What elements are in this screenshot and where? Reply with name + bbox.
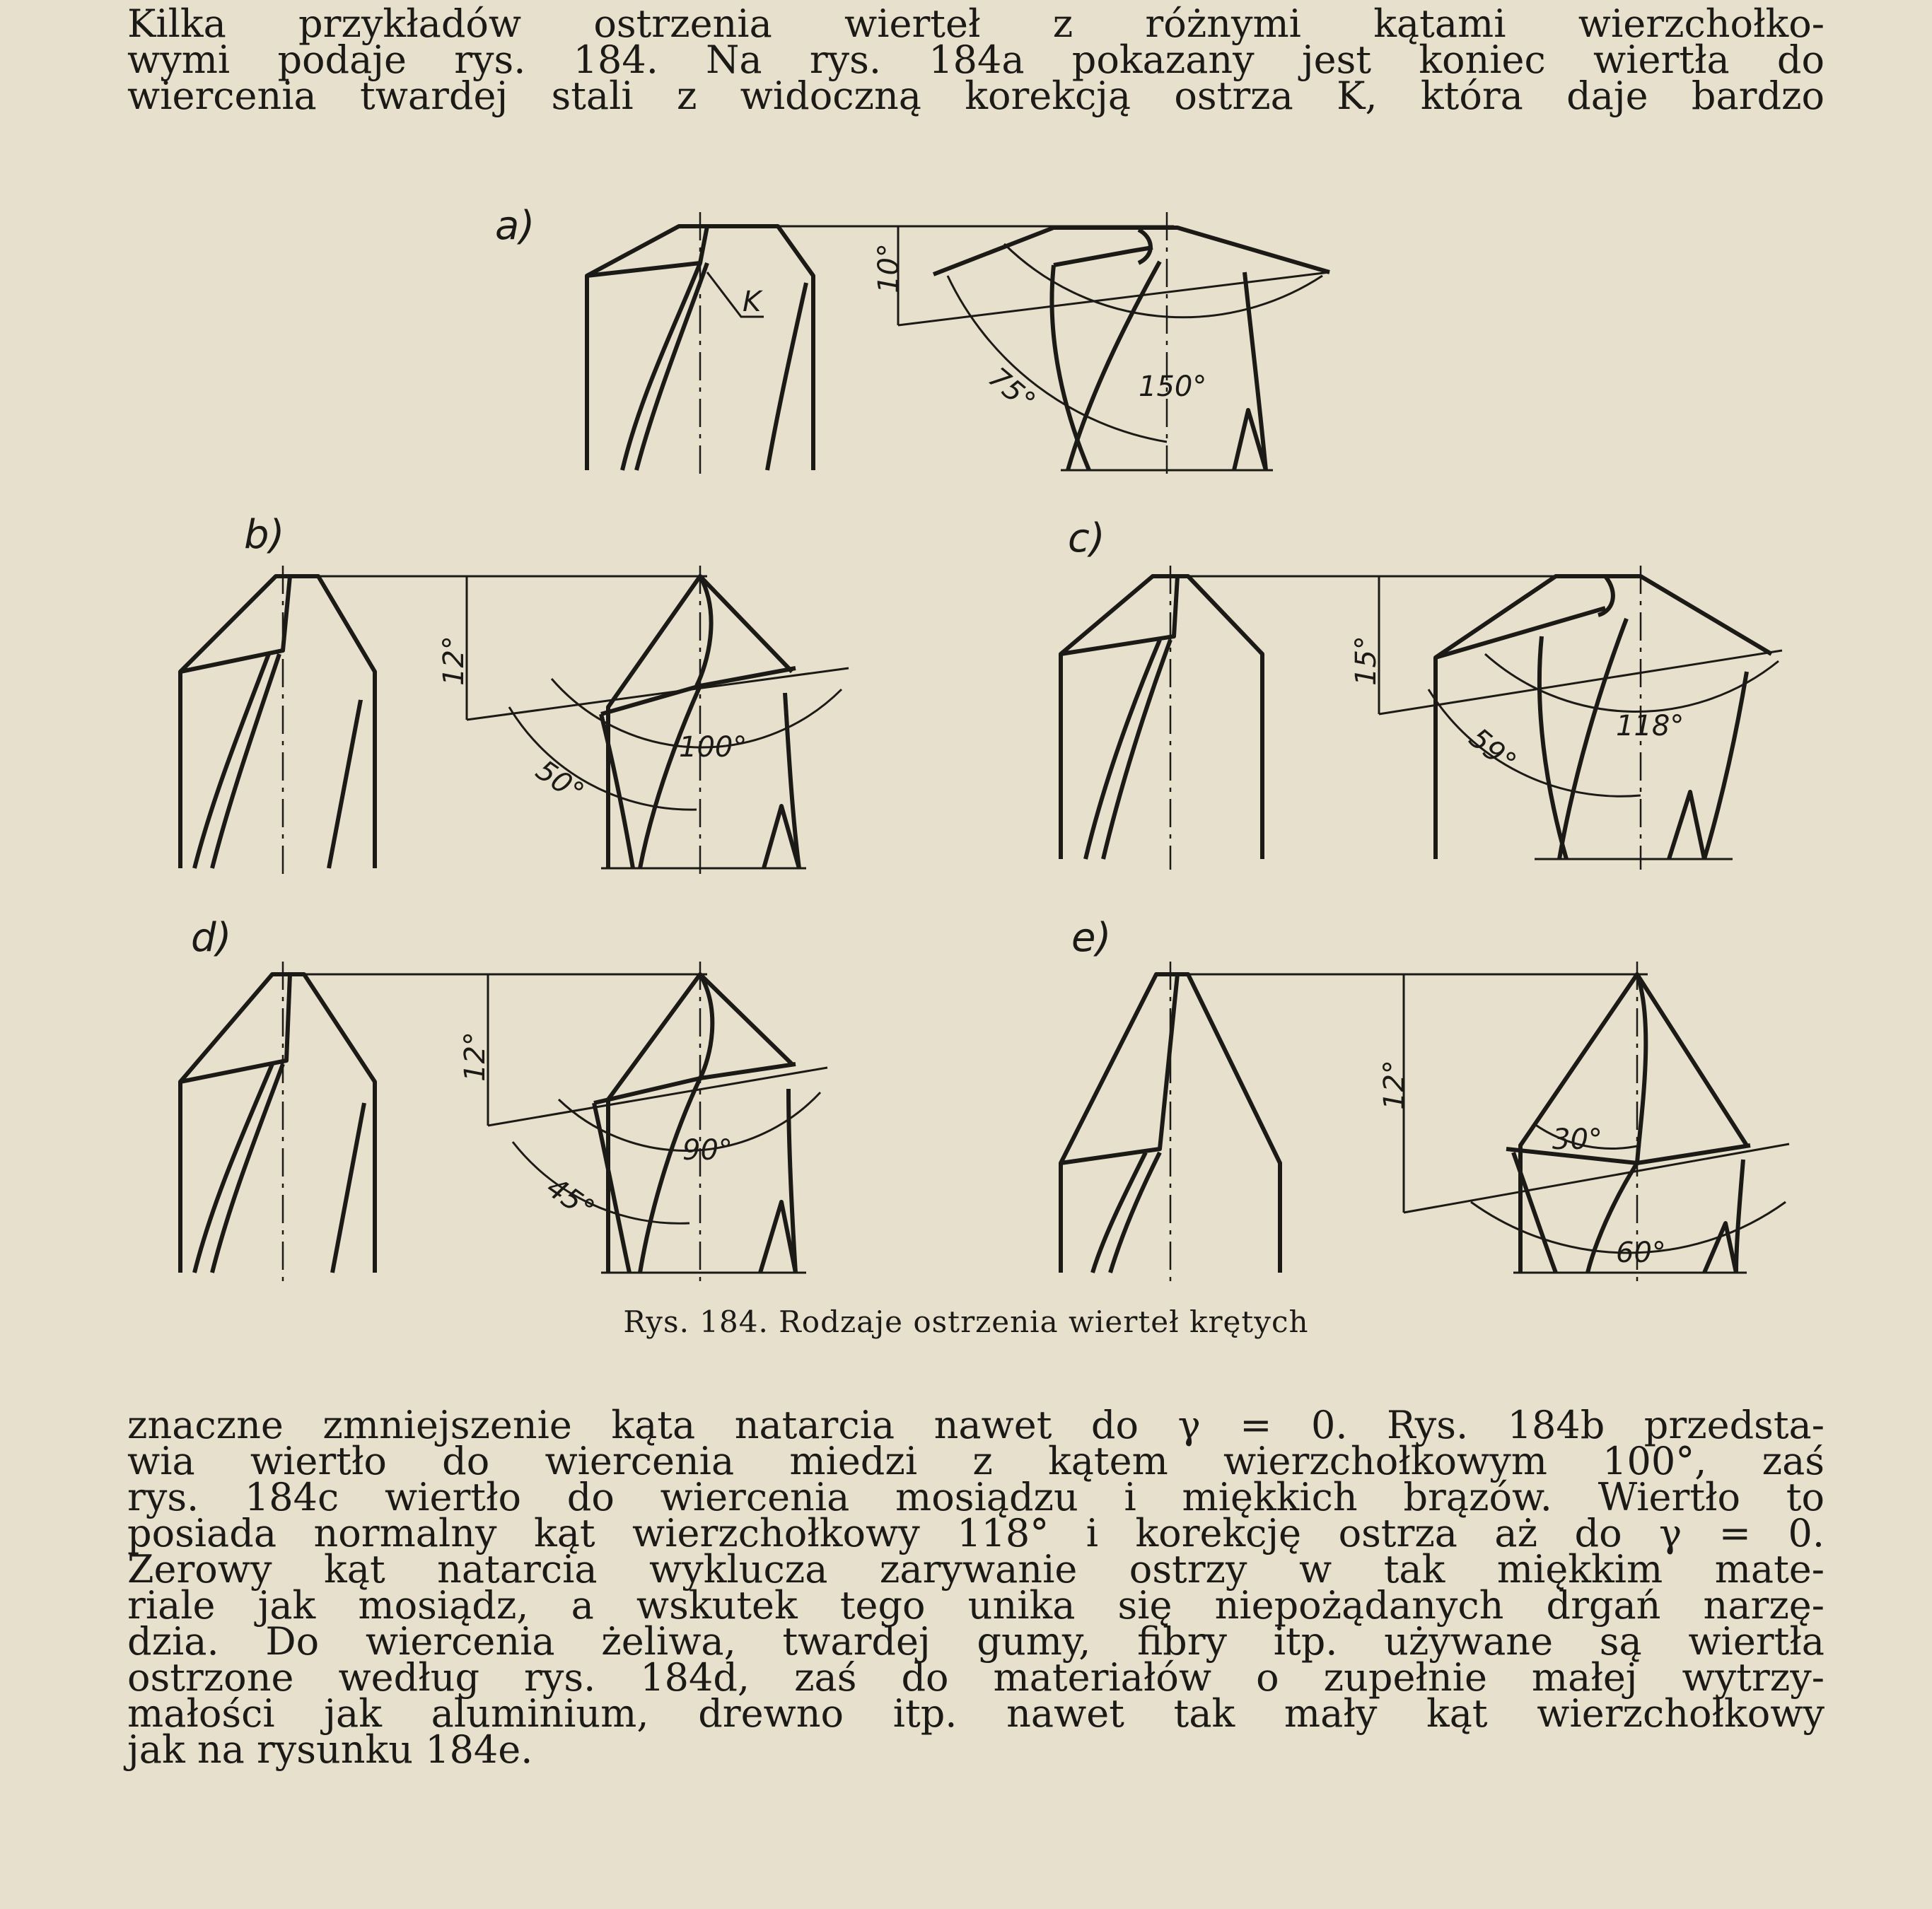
text-line: posiada normalny kąt wierzchołkowy 118° i korekcję ostrza aż do γ = 0. [127, 1511, 1825, 1555]
panel-a [495, 203, 1329, 481]
angle-label: 10° [873, 243, 905, 293]
correction-marker: K [743, 286, 762, 318]
angle-label: 50° [530, 754, 590, 810]
figure-caption: Rys. 184. Rodzaje ostrzenia wierteł krętych [623, 1304, 1309, 1339]
panel-label: d) [191, 915, 232, 961]
text-line: Kilka przykładów ostrzenia wierteł z różnymi kątami wierzchołko- [127, 1, 1825, 46]
angle-label: 150° [1139, 370, 1207, 403]
angle-label: 59° [1462, 722, 1523, 779]
text-line: Zerowy kąt natarcia wyklucza zarywanie ostrzy w tak miękkim mate- [127, 1547, 1825, 1592]
body-paragraph [127, 1403, 1825, 1772]
text-line: małości jak aluminium, drewno itp. nawet tak mały kąt wierzchołkowy [127, 1691, 1825, 1736]
panel-label: b) [244, 512, 285, 558]
angle-label: 100° [679, 731, 747, 764]
panel-label: c) [1068, 515, 1105, 561]
panel-label: e) [1071, 915, 1112, 961]
angle-label: 75° [982, 361, 1042, 419]
angle-label: 30° [1552, 1123, 1602, 1156]
text-line: wymi podaje rys. 184. Na rys. 184a pokazany jest koniec wiertła do [127, 37, 1825, 82]
drill-side-view [180, 576, 375, 868]
text-line: riale jak mosiądz, a wskutek tego unika się niepożądanych drgań narzę- [127, 1583, 1825, 1628]
angle-label: 90° [682, 1134, 733, 1167]
angle-label: 12° [1378, 1060, 1411, 1110]
side-angle-arc [1428, 689, 1641, 796]
panel-b [180, 512, 849, 877]
drill-side-view [1061, 576, 1262, 859]
angle-label: 118° [1616, 710, 1684, 742]
tip-angle-arc [1485, 654, 1779, 712]
angle-label: 12° [438, 636, 470, 686]
angle-label: 60° [1616, 1237, 1666, 1269]
intro-paragraph [127, 1, 1825, 118]
panel-d [180, 915, 827, 1283]
angle-label: 15° [1350, 636, 1383, 686]
text-line: ostrzone według rys. 184d, zaś do materiałów o zupełnie małej wytrzy- [127, 1655, 1825, 1700]
drill-front-view [1436, 576, 1771, 859]
panel-label: a) [495, 203, 535, 249]
angle-label: 45° [540, 1171, 600, 1227]
text-line: wia wiertło do wiercenia miedzi z kątem wierzchołkowym 100°, zaś [127, 1439, 1825, 1483]
text-line: dzia. Do wiercenia żeliwa, twardej gumy, fibry itp. używane są wiertła [127, 1619, 1825, 1664]
drill-sharpening-figure [0, 191, 1932, 1336]
panel-c [1061, 515, 1782, 870]
text-line: wiercenia twardej stali z widoczną korekcją ostrza K, która daje bardzo [127, 74, 1825, 118]
text-line: jak na rysunku 184e. [127, 1727, 533, 1772]
panel-e [1061, 915, 1789, 1283]
text-line: znaczne zmniejszenie kąta natarcia nawet do γ = 0. Rys. 184b przedsta- [127, 1403, 1825, 1447]
text-line: rys. 184c wiertło do wiercenia mosiądzu i miękkich brązów. Wiertło to [127, 1475, 1825, 1519]
angle-label: 12° [459, 1032, 491, 1082]
